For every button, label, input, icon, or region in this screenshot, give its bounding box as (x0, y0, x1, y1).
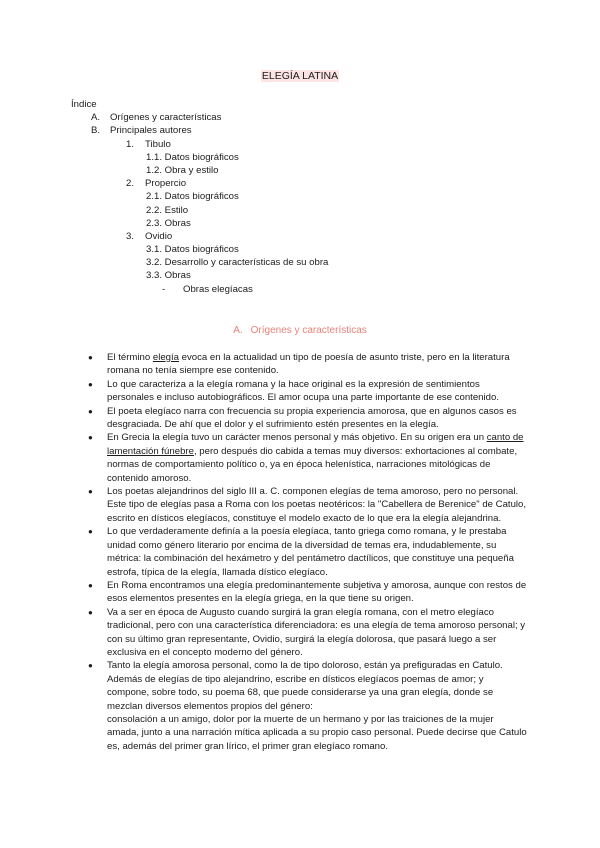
toc-item-label: Principales autores (110, 125, 192, 137)
bullet-icon: ● (88, 607, 93, 617)
underlined-term: canto de lamentación fúnebre (107, 432, 524, 457)
bullet-icon: ● (88, 433, 93, 443)
paragraph-text: El término (107, 352, 153, 363)
toc-item-number: - (162, 283, 166, 295)
toc-item (71, 190, 328, 203)
toc-item-label: Propercio (145, 178, 187, 190)
toc-item (71, 243, 328, 256)
paragraph-text: evoca en la actualidad un tipo de poesía de asunto triste, pero en la literatura romana no tenía siempre ese contenido. (107, 352, 510, 377)
paragraph-text: Los poetas alejandrinos del siglo III a. C. componen elegías de tema amoroso, pero no personal. Este tipo de elegías pasa a Roma con los poetas neotéricos: la "Cabellera de Berenice" de Catulo, escrito en dísticos elegíacos, constituye el modelo exacto de lo que era la elegía alejandrina. (107, 486, 527, 524)
toc-item (71, 283, 328, 296)
underlined-term: elegía (152, 352, 179, 363)
toc-item (71, 256, 328, 269)
paragraph-text: Va a ser en época de Augusto cuando surgirá la gran elegía romana, con el metro elegíaco tradicional, pero con una característica diferenciadora: es una elegía de tema amoroso personal; y con su último gran representante, Ovidio, surgirá la elegía dolorosa, que pasará luego a ser exclusiva en el concepto moderno del género. (107, 606, 526, 658)
toc-item-label: 2.3. Obras (146, 217, 191, 229)
toc-item (71, 151, 328, 164)
paragraph-text: Lo que verdaderamente definía a la poesía elegíaca, tanto griega como romana, y le prestaba unidad como género literario por encima de la diversidad de temas era, indudablemente, su métrica: la combinación del hexámetro y del pentámetro dactílicos, que constituye una pequeña estrofa, típica de la elegía, llamada dístico elegíaco. (107, 526, 514, 578)
toc-item-label: 3.3. Obras (146, 270, 191, 282)
toc-item-number: 1. (126, 138, 135, 150)
toc-item (71, 217, 328, 230)
toc-item-label: 2.2. Estilo (146, 204, 189, 216)
toc-item-label: 3.1. Datos biográficos (146, 244, 239, 256)
bullet-icon: ● (88, 406, 93, 416)
bullet-paragraph (88, 606, 528, 660)
paragraph-text: En Grecia la elegía tuvo un carácter menos personal y más objetivo. En su origen era un (107, 432, 487, 444)
bullet-icon: ● (88, 379, 93, 389)
paragraph-text: Tanto la elegía amorosa personal, como la de tipo doloroso, están ya prefiguradas en Catulo. Además de elegías de tipo alejandrino, escribe en dísticos elegíacos poemas de amor; y compone, sobre todo, su poema 68, que puede considerarse ya una gran elegía, donde se mezclan diversos elementos propios del género: consolación a un amigo, dolor por la muerte de un hermano y por las traiciones de la mujer amada, junto a una narración mítica aplicada a su propio caso personal. Puede decirse que Catulo es, además del primer gran lírico, el primer gran elegíaco romano. (107, 660, 527, 752)
toc-item-label: Ovidio (145, 230, 173, 242)
toc-item (71, 204, 328, 217)
toc-item-label: 1.1. Datos biográficos (146, 151, 239, 163)
paragraph-text: Lo que caracteriza a la elegía romana y la hace original es la expresión de sentimientos personales e incluso autobiográficos. El amor ocupa una parte importante de ese contenido. (107, 378, 499, 404)
toc-item-label: Tibulo (145, 138, 171, 150)
bullet-paragraph (88, 579, 528, 606)
toc-item-label: Orígenes y características (110, 112, 222, 124)
toc-item-number: B. (91, 125, 101, 137)
document-title: ELEGÍA LATINA (261, 70, 339, 82)
bullet-icon: ● (88, 661, 93, 671)
toc-item (71, 138, 328, 151)
paragraph-text: El poeta elegíaco narra con frecuencia su propia experiencia amorosa, que en algunos casos es desgraciada. De ahí que el dolor y el sufrimiento estén presentes en la elegía. (107, 405, 517, 431)
bullet-list (88, 351, 528, 753)
toc-item-number: 2. (126, 178, 135, 190)
toc-heading: Índice (71, 99, 97, 110)
toc-item-label: 2.1. Datos biográficos (146, 191, 239, 203)
bullet-paragraph (88, 659, 528, 753)
toc-item (71, 124, 328, 137)
toc-item-label: Obras elegíacas (183, 283, 253, 295)
paragraph-text: En Roma encontramos una elegía predominantemente subjetiva y amorosa, aunque con restos de esos elementos presentes en la elegía griega, en la que tiene su origen. (107, 579, 527, 605)
paragraph-text: , pero después dio cabida a temas muy diversos: exhortaciones al combate, normas de comportamiento político o, ya en época helenística, narraciones mitológicas de contenido amoroso. (107, 445, 518, 484)
bullet-icon: ● (88, 527, 93, 537)
toc-item-label: 1.2. Obra y estilo (146, 164, 219, 176)
section-heading: A. Orígenes y características (233, 325, 367, 336)
bullet-icon: ● (88, 580, 93, 590)
toc-item (71, 230, 328, 243)
table-of-contents (71, 98, 328, 296)
toc-item (71, 269, 328, 282)
bullet-paragraph (88, 351, 528, 378)
toc-item (71, 177, 328, 190)
bullet-paragraph (88, 525, 528, 579)
toc-item (71, 111, 328, 124)
bullet-paragraph (88, 485, 528, 525)
toc-item (71, 164, 328, 177)
bullet-paragraph (88, 405, 528, 432)
toc-item-number: 3. (126, 230, 135, 242)
toc-item-label: 3.2. Desarrollo y características de su obra (146, 257, 329, 269)
bullet-icon: ● (88, 353, 93, 362)
bullet-icon: ● (88, 487, 93, 497)
toc-item-number: A. (91, 112, 101, 124)
bullet-paragraph (88, 431, 528, 485)
bullet-paragraph (88, 378, 528, 405)
